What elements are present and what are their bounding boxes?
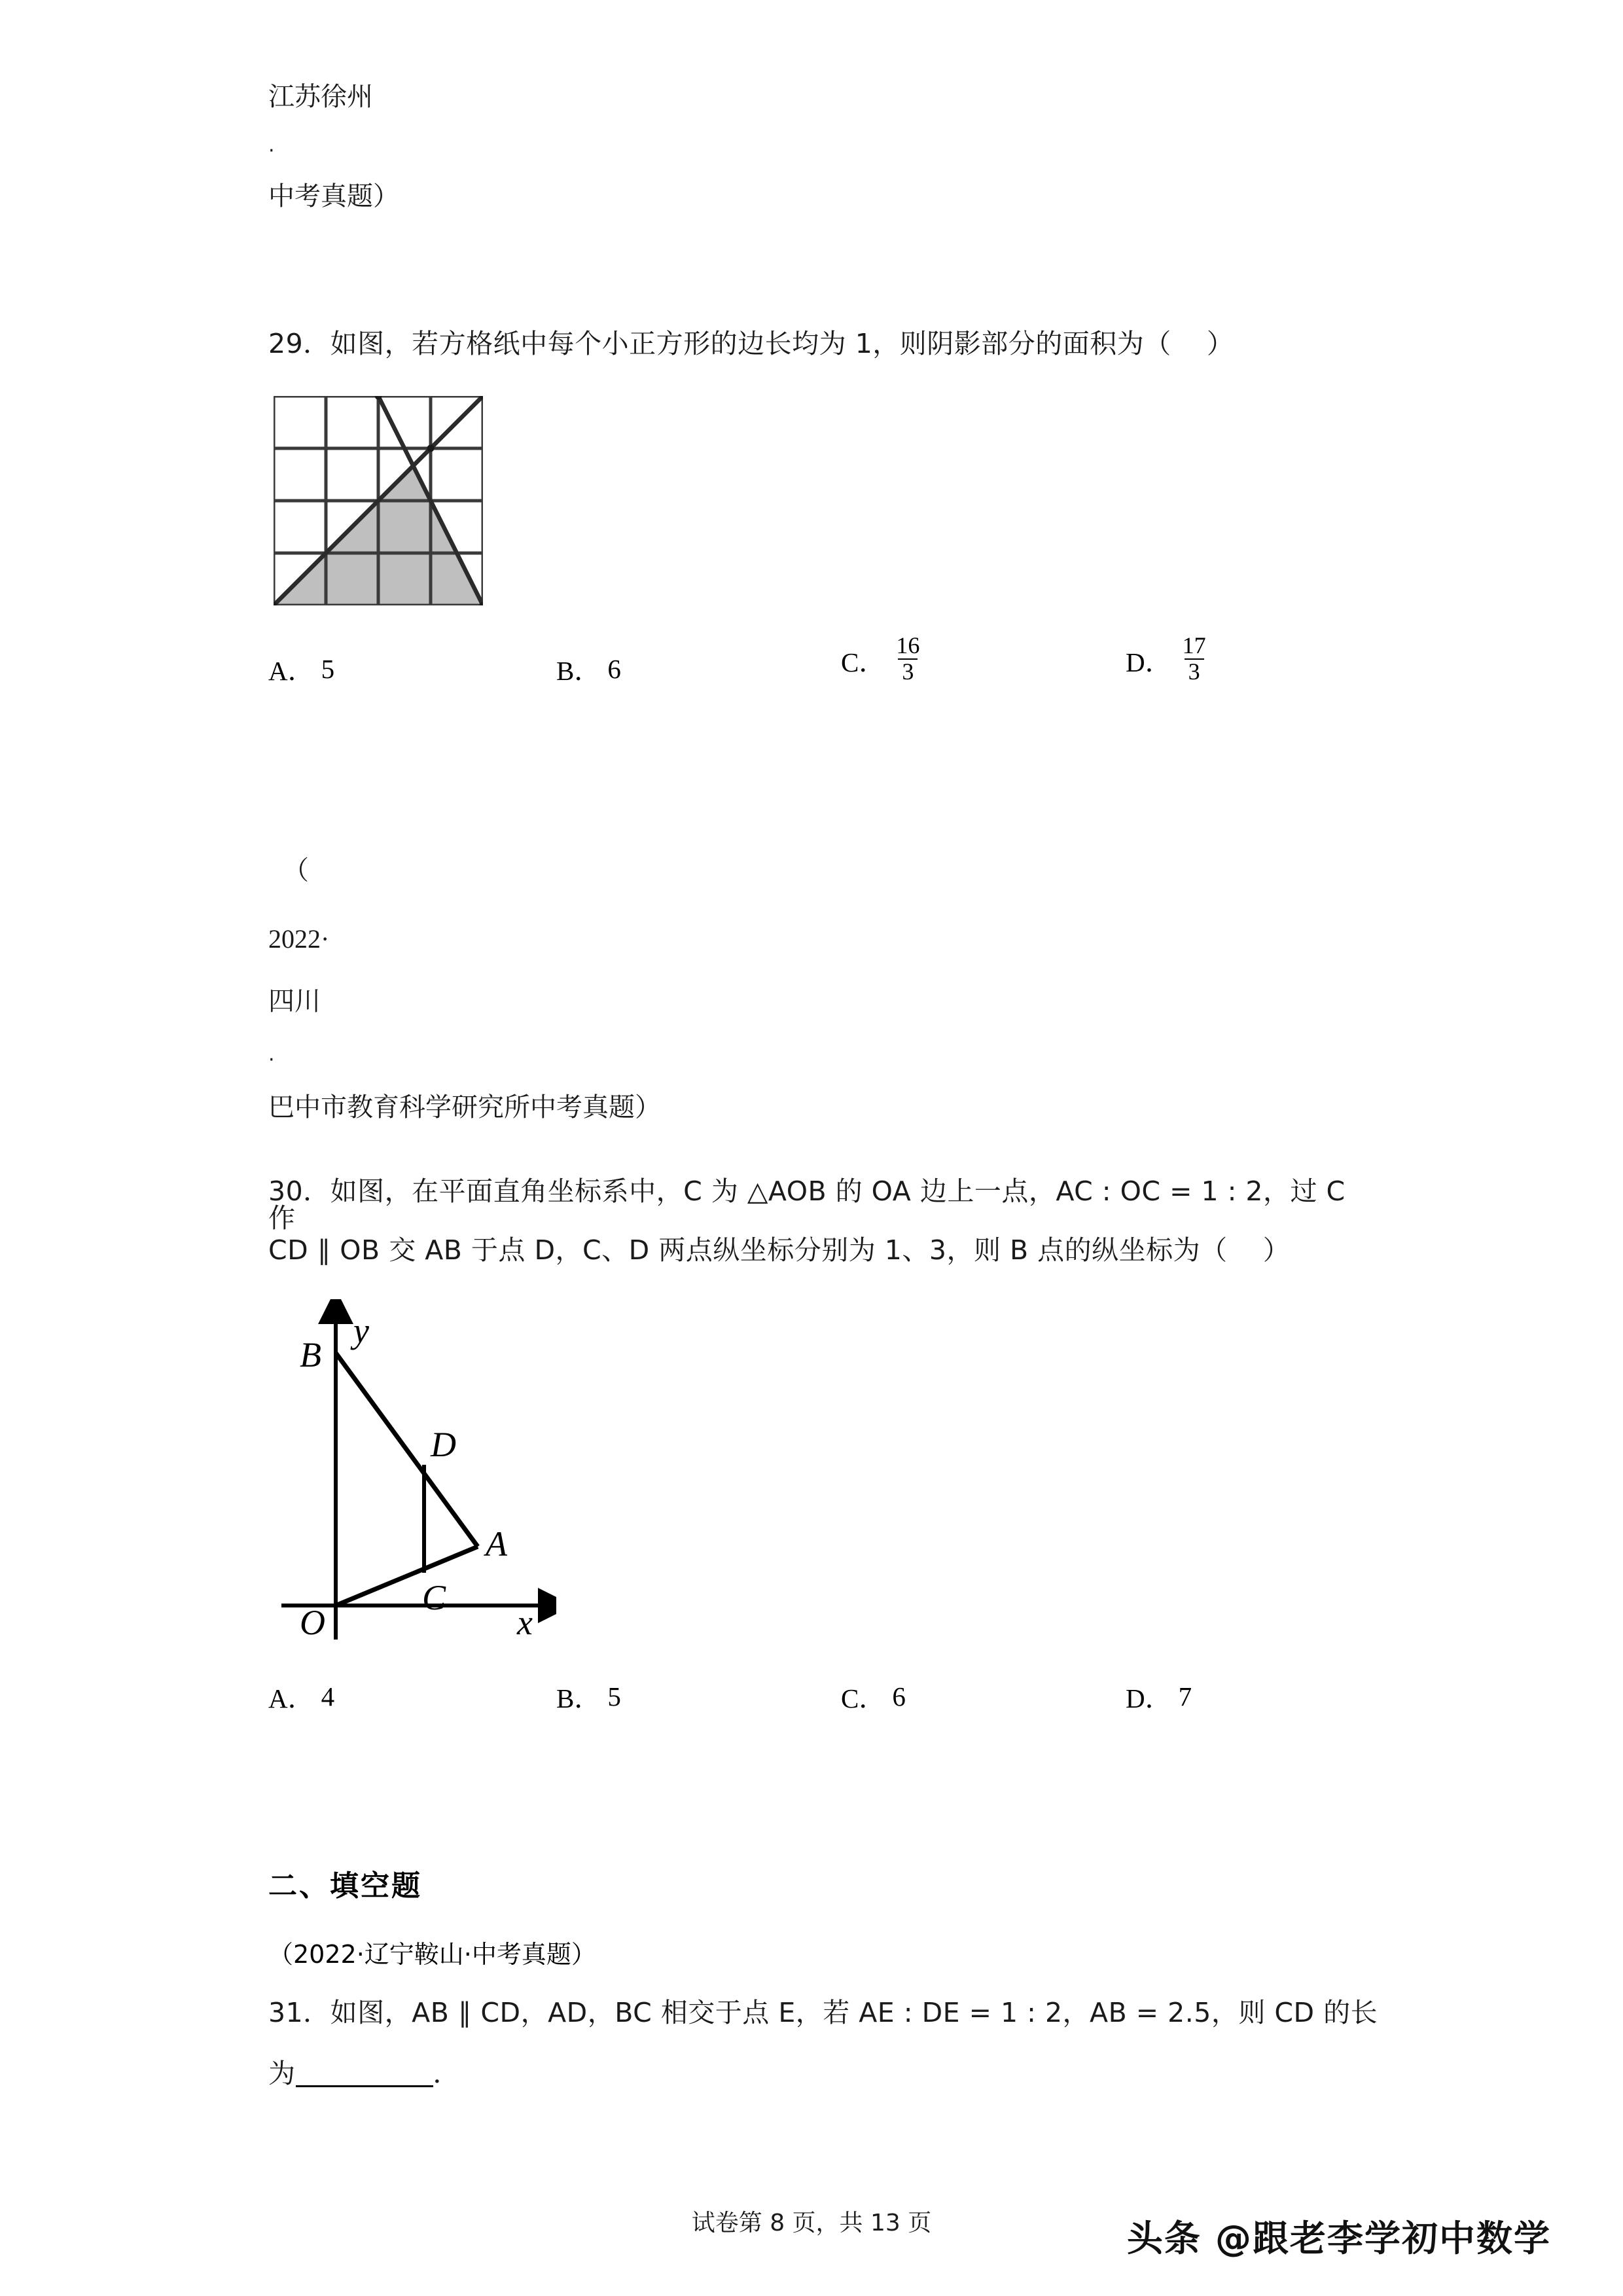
- question-31-suffix: ．: [433, 2058, 460, 2089]
- question-31-answer-line: [268, 2060, 1381, 2087]
- source31: [268, 1934, 1381, 1970]
- option-30-D-letter: D．: [1126, 1683, 1172, 1713]
- source30-province: [268, 988, 1381, 1014]
- source30-line1: （: [283, 855, 309, 886]
- source30-line2: 2022·: [268, 924, 330, 954]
- source29-dot-line: [268, 141, 1381, 161]
- option-29-A-letter: A．: [268, 656, 315, 686]
- question-29: [268, 328, 1381, 359]
- source30-institute: [268, 1094, 1381, 1121]
- section-heading-fill-in-blank: [268, 1862, 1381, 1904]
- question-31-prefix: 为: [268, 2058, 296, 2089]
- source30-line3: 四川: [268, 986, 321, 1016]
- source29-exam-label: [268, 183, 1381, 209]
- point-label-B: B: [300, 1335, 321, 1374]
- option-29-C-numerator: 16: [896, 632, 920, 658]
- option-29-C-fraction: [892, 634, 923, 685]
- option-29-D-fraction: [1179, 634, 1210, 685]
- source29-line1: 江苏徐州: [268, 82, 373, 112]
- option-30-B-letter: B．: [556, 1683, 601, 1713]
- source30-dot-line: [268, 1050, 1381, 1070]
- source29-line3: 中考真题）: [268, 181, 399, 211]
- question-31-text-line1: 31．如图，AB ∥ CD，AD，BC 相交于点 E，若 AE : DE = 1 : 2，AB = 2.5，则 CD 的长: [268, 1997, 1378, 2028]
- question-30-text-line2: CD ∥ OB 交 AB 于点 D，C、D 两点纵坐标分别为 1、3，则 B 点的纵坐标为（ ）: [268, 1234, 1291, 1266]
- question-29-text: 29．如图，若方格纸中每个小正方形的边长均为 1，则阴影部分的面积为（ ）: [268, 328, 1234, 359]
- option-30-C[interactable]: [841, 1677, 906, 1715]
- grid-figure: [274, 396, 483, 605]
- page-footer: 试卷第 8 页，共 13 页: [691, 2210, 932, 2236]
- option-29-D[interactable]: [1126, 632, 1210, 686]
- option-29-B[interactable]: [556, 649, 621, 688]
- question-31-line1: [268, 1997, 1381, 2028]
- question-30-text-line1: 30．如图，在平面直角坐标系中，C 为 △AOB 的 OA 边上一点，AC : OC = 1 : 2，过 C 作: [268, 1175, 1355, 1234]
- question-29-options: [268, 632, 1381, 707]
- question-30-options: [268, 1670, 1381, 1742]
- source-line-jiangsu-xuzhou: [268, 84, 1381, 110]
- source31-line1: （2022·辽宁鞍山·中考真题）: [268, 1940, 596, 1969]
- section-2-heading: 二、填空题: [268, 1869, 422, 1903]
- point-label-C: C: [422, 1578, 446, 1617]
- point-label-D: D: [431, 1425, 456, 1464]
- source30-year: [268, 926, 1381, 952]
- option-29-C-letter: C．: [841, 647, 886, 678]
- option-30-C-value: 6: [892, 1681, 906, 1712]
- option-30-B[interactable]: [556, 1677, 621, 1715]
- option-30-A[interactable]: [268, 1677, 334, 1715]
- watermark: 头条 @跟老李学初中数学: [1126, 2217, 1551, 2259]
- option-30-C-letter: C．: [841, 1683, 886, 1713]
- option-29-C[interactable]: [841, 632, 923, 686]
- triangle-AOB: [336, 1353, 478, 1605]
- option-29-D-numerator: 17: [1182, 632, 1206, 658]
- source29-line2: ·: [268, 139, 275, 162]
- option-29-B-letter: B．: [556, 656, 601, 686]
- option-29-A[interactable]: [268, 649, 334, 688]
- point-label-O: O: [300, 1603, 325, 1640]
- option-30-D-value: 7: [1178, 1681, 1192, 1712]
- option-30-A-letter: A．: [268, 1683, 315, 1713]
- coordinate-figure-svg: [281, 1299, 556, 1640]
- source30-open-paren: [283, 857, 1395, 884]
- option-29-C-denominator: 3: [898, 658, 918, 685]
- axis-label-y: y: [353, 1311, 369, 1350]
- option-29-B-value: 6: [607, 653, 621, 684]
- answer-blank[interactable]: [296, 2064, 433, 2087]
- option-30-A-value: 4: [321, 1681, 335, 1712]
- option-29-D-letter: D．: [1126, 647, 1172, 678]
- point-label-A: A: [486, 1524, 507, 1564]
- question-31-line2: [268, 2060, 1381, 2087]
- option-30-B-value: 5: [607, 1681, 621, 1712]
- option-29-A-value: 5: [321, 653, 335, 684]
- source30-line4: ·: [268, 1049, 275, 1071]
- coordinate-figure: [281, 1299, 556, 1640]
- source30-line5: 巴中市教育科学研究所中考真题）: [268, 1092, 661, 1122]
- question-30-line2: [268, 1234, 1381, 1266]
- option-29-D-denominator: 3: [1185, 658, 1204, 685]
- axis-label-x: x: [517, 1603, 533, 1640]
- option-30-D[interactable]: [1126, 1677, 1192, 1715]
- grid-figure-svg: [274, 396, 483, 605]
- question-30-line1: [268, 1175, 1381, 1234]
